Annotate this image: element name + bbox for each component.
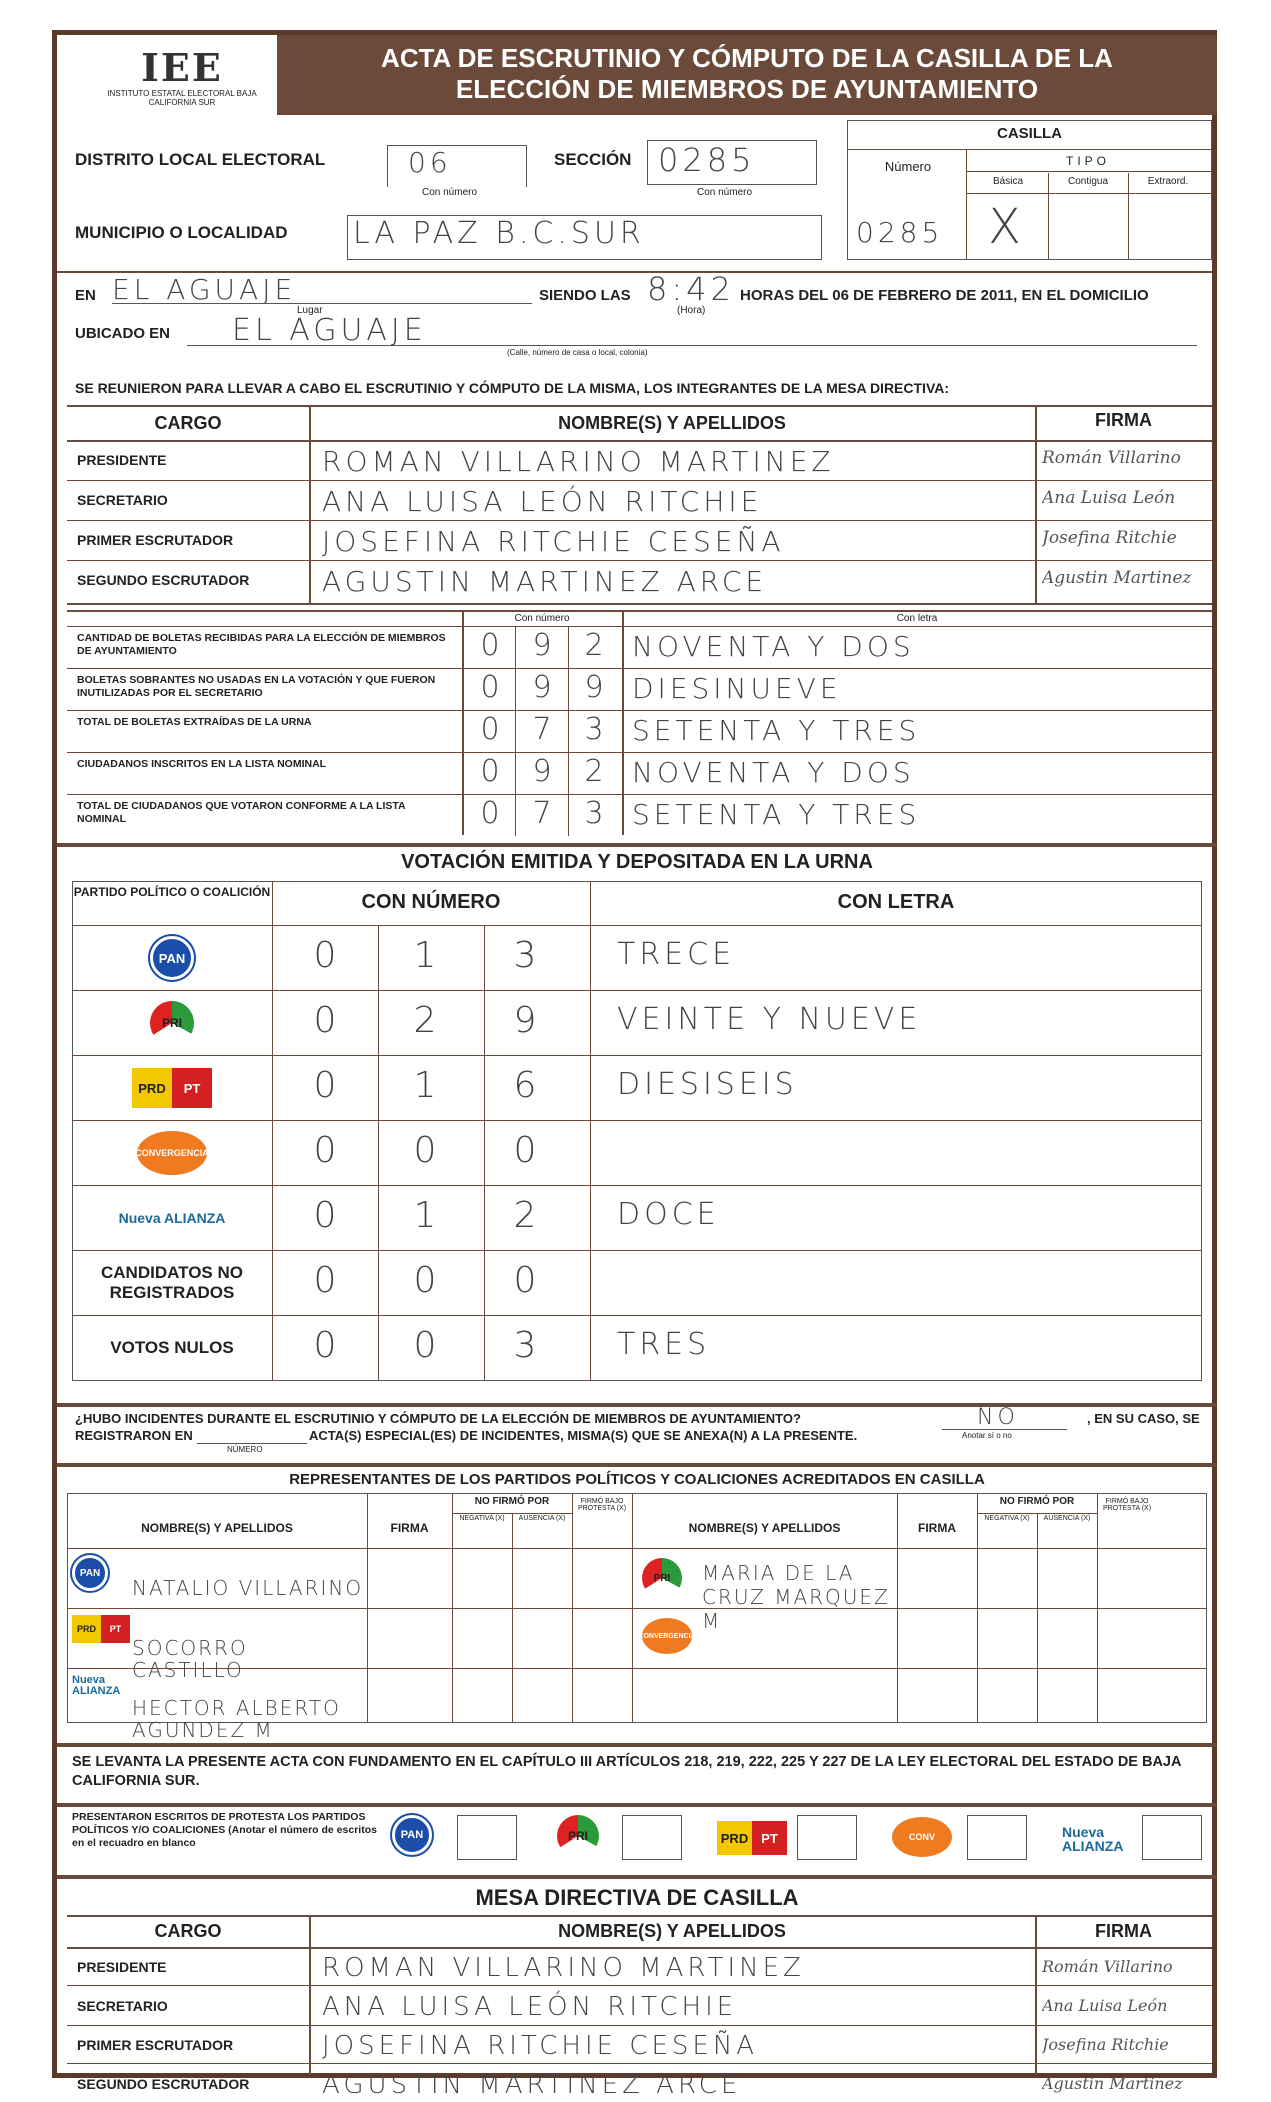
incidentes-section [57,1403,1217,1463]
boleta-digit[interactable]: 7 [532,796,556,831]
vot-letra[interactable]: VEINTE Y NUEVE [617,1002,922,1037]
prd-part: PRD [72,1615,101,1643]
vot-digit[interactable]: 0 [313,1325,341,1366]
boleta-digit[interactable]: 0 [480,754,504,789]
ubicado-value[interactable]: EL AGUAJE [232,313,427,348]
vot-letra[interactable]: DIESISEIS [617,1067,798,1102]
mesa-nombre[interactable]: JOSEFINA RITCHIE CESEÑA [322,525,785,558]
escritos-convergencia-logo: CONV [892,1817,952,1857]
vot-digit[interactable]: 1 [413,1195,441,1236]
boleta-digit[interactable]: 3 [584,796,608,831]
vot-row-line [72,1315,1202,1316]
rep-convergencia-logo: CONVERGENCIA [642,1618,692,1654]
basica-mark[interactable]: X [988,199,1025,255]
seccion-field[interactable]: 0285 [647,140,817,185]
vot-row-line [72,1185,1202,1186]
pri-logo: PRI [150,1001,194,1045]
distrito-sub: Con número [422,187,478,198]
ausencia-right: AUSENCIA (X) [1043,1515,1091,1522]
boleta-label: TOTAL DE BOLETAS EXTRAÍDAS DE LA URNA [77,716,312,728]
vot-row-label: VOTOS NULOS [110,1337,234,1357]
rep-pri-logo: PRI [642,1558,682,1598]
pt-part: PT [101,1615,130,1643]
prd-pt-logo [132,1068,212,1108]
boleta-digit[interactable]: 2 [584,628,608,663]
protesta-right: FIRMÓ BAJO PROTESTA (X) [1102,1498,1152,1512]
escritos-section [57,1803,1217,1873]
boleta-digit[interactable]: 9 [532,628,556,663]
escritos-prdpt-box[interactable] [797,1815,857,1860]
digit-divider [568,752,569,794]
vot-digit[interactable]: 2 [513,1195,541,1236]
distrito-field[interactable]: 06 [387,145,527,187]
vot-digit[interactable]: 0 [313,935,341,976]
page-title: ACTA DE ESCRUTINIO Y CÓMPUTO DE LA CASILLA DE LA ELECCIÓN DE MIEMBROS DE AYUNTAMIENTO [277,35,1217,115]
rep-left-nombre[interactable]: NATALIO VILLARINO [132,1576,364,1600]
vot-digit[interactable]: 3 [513,935,541,976]
acta-form [52,30,1217,2100]
iee-logo [97,45,267,125]
casilla-box [847,120,1212,260]
boleta-letra[interactable]: NOVENTA Y DOS [632,756,915,789]
mesa-cargo: SECRETARIO [77,492,168,508]
digit-divider [568,794,569,836]
hora-value[interactable]: 8:42 [647,270,735,308]
en-value[interactable]: EL AGUAJE [112,273,297,306]
boleta-label: BOLETAS SOBRANTES NO USADAS EN LA VOTACIÓN Y QUE FUERON INUTILIZADAS POR EL SECRETARIO [77,674,436,699]
vot-row-line [72,1055,1202,1056]
vot-digit[interactable]: 3 [513,1325,541,1366]
rep-left-logo-cell [72,1675,132,1697]
mesa2-cargo: PRIMER ESCRUTADOR [77,2037,234,2053]
vot-digit-divider [378,1055,379,1120]
fundamento-section [57,1743,1217,1803]
vot-party-cell [72,929,272,987]
vot-digit[interactable]: 1 [413,935,441,976]
mesa-nombre[interactable]: ANA LUISA LEÓN RITCHIE [322,485,763,518]
vot-row-line [72,990,1202,991]
con-numero-header: CON NÚMERO [361,891,501,913]
vot-digit[interactable]: 9 [513,1000,541,1041]
pt-logo-part: PT [172,1068,212,1108]
vot-digit[interactable]: 0 [313,1130,341,1171]
digit-divider [568,710,569,752]
mesa-nombre[interactable]: AGUSTIN MARTINEZ ARCE [322,565,768,598]
no-firmo-left: NO FIRMÓ POR [474,1496,550,1507]
boleta-label: CANTIDAD DE BOLETAS RECIBIDAS PARA LA ELECCIÓN DE MIEMBROS DE AYUNTAMIENTO [77,632,446,657]
negativa-right: NEGATIVA (X) [984,1515,1030,1522]
vot-digit-divider [484,1185,485,1250]
seccion-label: SECCIÓN [554,150,632,169]
fecha-text: HORAS DEL 06 DE FEBRERO DE 2011, EN EL DOMICILIO [740,287,1149,304]
con-letra-header: CON LETRA [837,891,955,913]
numero-label: Número [884,159,932,174]
digit-divider [568,668,569,710]
boleta-row-line [67,626,1212,627]
digit-divider [515,794,516,836]
digit-divider [568,626,569,668]
vot-digit[interactable]: 0 [513,1130,541,1171]
vot-party-cell [72,994,272,1052]
mesa2-firma[interactable]: Román Villarino [1042,1957,1173,1976]
incidentes-question: ¿HUBO INCIDENTES DURANTE EL ESCRUTINIO Y CÓMPUTO DE LA ELECCIÓN DE MIEMBROS DE AYUNTAMIENTO? [75,1411,801,1426]
rep-pan-logo: PAN [72,1555,108,1591]
vot-digit[interactable]: 0 [313,1065,341,1106]
vot-party-cell [72,1319,272,1377]
mesa2-nombre[interactable]: ROMAN VILLARINO MARTINEZ [322,1953,805,1983]
vot-digit-divider [378,990,379,1055]
rep-firma-header-left: FIRMA [390,1521,429,1535]
rep-prdpt-logo [72,1615,130,1643]
boleta-digit[interactable]: 0 [480,628,504,663]
rep-na-logo: Nueva ALIANZA [72,1674,121,1697]
vot-digit-divider [484,1315,485,1380]
mesa2-nombre-header: NOMBRE(S) Y APELLIDOS [558,1921,786,1941]
vot-row-line [72,1250,1202,1251]
vot-row-label: CANDIDATOS NO REGISTRADOS [101,1262,243,1302]
vot-digit-divider [484,1120,485,1185]
distrito-label: DISTRITO LOCAL ELECTORAL [75,150,326,169]
convergencia-logo: CONVERGENCIA [137,1131,207,1175]
mesa-nombre[interactable]: ROMAN VILLARINO MARTINEZ [322,445,835,478]
escritos-na-box[interactable] [1142,1815,1202,1860]
contigua-label: Contigua [1067,176,1109,187]
vot-party-cell [72,1059,272,1117]
escritos-text: PRESENTARON ESCRITOS DE PROTESTA LOS PARTIDOS POLÍTICOS Y/O COALICIONES (Anotar el número de escritos en el recuadro en blanco [72,1811,377,1850]
siendo-label: SIENDO LAS [539,287,631,304]
rep-left-logo-cell [72,1555,132,1591]
vot-digit-divider [484,1250,485,1315]
vot-digit-divider [484,990,485,1055]
en-label: EN [75,287,96,304]
vot-letra[interactable]: DOCE [617,1197,720,1232]
vot-letra[interactable]: TRES [617,1327,711,1362]
vot-digit-divider [378,1315,379,1380]
mesa-firma[interactable]: Agustin Martinez [1042,568,1192,588]
boletas-table [67,610,1212,840]
numero-sub: NÚMERO [227,1445,263,1454]
mesa2-firma[interactable]: Ana Luisa León [1042,1996,1168,2015]
vot-party-cell [72,1124,272,1182]
institute-name: INSTITUTO ESTATAL ELECTORAL BAJA CALIFORNIA SUR [107,89,257,107]
vot-digit-divider [378,1120,379,1185]
representantes-section [57,1463,1217,1743]
mesa-firma[interactable]: Ana Luisa León [1042,488,1176,508]
vot-digit[interactable]: 1 [413,1065,441,1106]
vot-party-cell [72,1254,272,1312]
digit-divider [515,668,516,710]
rep-firma-header-right: FIRMA [918,1521,956,1535]
vot-digit-divider [484,1055,485,1120]
incidentes-answer[interactable]: NO [977,1405,1019,1430]
mesa2-cargo-header: CARGO [154,1921,222,1941]
con-numero-label: Con número [514,613,570,624]
mesa2-nombre[interactable]: ANA LUISA LEÓN RITCHIE [322,1992,738,2022]
incidentes-resto: , EN SU CASO, SE [1087,1411,1200,1426]
rep-right-logo-cell [642,1558,702,1598]
mesa-cargo: PRIMER ESCRUTADOR [77,532,234,548]
municipio-label: MUNICIPIO O LOCALIDAD [75,223,288,242]
mesa-firma[interactable]: Román Villarino [1042,448,1181,468]
escritos-na-logo: Nueva ALIANZA [1062,1824,1124,1854]
nueva-alianza-logo: Nueva ALIANZA [118,1210,226,1226]
rep-right-nombre[interactable]: MARIA DE LA CRUZ MARQUEZ M [702,1561,890,1633]
vot-digit-divider [378,1250,379,1315]
ubicado-sub: (Calle, número de casa o local, colonia) [507,348,648,357]
incidentes-line2b: ACTA(S) ESPECIAL(ES) DE INCIDENTES, MISMA(S) QUE SE ANEXA(N) A LA PRESENTE. [309,1428,858,1443]
votacion-section [57,843,1217,1398]
vot-digit[interactable]: 0 [313,1195,341,1236]
reunion-text: SE REUNIERON PARA LLEVAR A CABO EL ESCRUTINIO Y CÓMPUTO DE LA MISMA, LOS INTEGRANTES DE LA MESA DIRECTIVA: [75,380,950,396]
casilla-numero[interactable]: 0285 [856,216,944,249]
anotar-sub: Anotar sí o no [962,1431,1012,1440]
rep-nombre-header-right: NOMBRE(S) Y APELLIDOS [688,1521,841,1535]
negativa-left: NEGATIVA (X) [459,1515,505,1522]
mesa2-section [57,1875,1217,2100]
firma-header: FIRMA [1095,410,1152,430]
boleta-digit[interactable]: 0 [480,796,504,831]
lugar-sub: Lugar [297,305,323,316]
vot-digit-divider [484,925,485,990]
vot-row-line [72,1120,1202,1121]
hora-sub: (Hora) [677,305,706,316]
vot-digit[interactable]: 0 [413,1325,441,1366]
casilla-title: CASILLA [997,125,1062,142]
boleta-digit[interactable]: 7 [532,712,556,747]
vot-digit[interactable]: 0 [513,1260,541,1301]
mesa2-firma[interactable]: Agustin Martinez [1042,2074,1183,2093]
boleta-digit[interactable]: 9 [532,670,556,705]
mesa2-cargo: SECRETARIO [77,1998,168,2014]
mesa2-firma-header: FIRMA [1095,1921,1152,1941]
escritos-pan-logo: PAN [392,1815,432,1855]
digit-divider [515,710,516,752]
ubicado-label: UBICADO EN [75,325,171,342]
votacion-title: VOTACIÓN EMITIDA Y DEPOSITADA EN LA URNA [401,851,873,873]
basica-label: Básica [992,176,1023,187]
boleta-letra[interactable]: SETENTA Y TRES [632,798,921,831]
rep-left-nombre[interactable]: SOCORRO CASTILLO [132,1636,248,1682]
tipo-label: TIPO [1065,154,1110,168]
boleta-letra[interactable]: SETENTA Y TRES [632,714,921,747]
escritos-pan-box[interactable] [457,1815,517,1860]
vot-party-cell [72,1189,272,1247]
mesa2-nombre[interactable]: JOSEFINA RITCHIE CESEÑA [322,2031,759,2061]
mesa2-title: MESA DIRECTIVA DE CASILLA [475,1885,799,1910]
boleta-row-line [67,794,1212,795]
seccion-sub: Con número [697,187,753,198]
vot-digit-divider [378,1185,379,1250]
rep-left-logo-cell [72,1615,132,1643]
boleta-digit[interactable]: 9 [532,754,556,789]
vot-digit-divider [378,925,379,990]
mesa-table [67,405,1212,605]
boleta-letra[interactable]: DIESINUEVE [632,672,842,705]
boleta-digit[interactable]: 0 [480,712,504,747]
no-firmo-right: NO FIRMÓ POR [999,1496,1075,1507]
boleta-row-line [67,710,1212,711]
rep-right-logo-cell [638,1618,702,1654]
boleta-row-line [67,668,1212,669]
escritos-convergencia-box[interactable] [967,1815,1027,1860]
boleta-letra[interactable]: NOVENTA Y DOS [632,630,915,663]
boleta-label: CIUDADANOS INSCRITOS EN LA LISTA NOMINAL [77,758,327,770]
representantes-title: REPRESENTANTES DE LOS PARTIDOS POLÍTICOS Y COALICIONES ACREDITADOS EN CASILLA [289,1471,985,1488]
vot-digit[interactable]: 6 [513,1065,541,1106]
digit-divider [515,626,516,668]
rep-nombre-header-left: NOMBRE(S) Y APELLIDOS [141,1521,293,1535]
boleta-digit[interactable]: 2 [584,754,608,789]
nombre-header: NOMBRE(S) Y APELLIDOS [558,413,786,433]
mesa2-nombre[interactable]: AGUSTIN MARTINEZ ARCE [322,2070,742,2100]
vot-letra[interactable]: TRECE [617,937,736,972]
escritos-pri-box[interactable] [622,1815,682,1860]
vot-digit[interactable]: 0 [413,1260,441,1301]
vot-digit[interactable]: 2 [413,1000,441,1041]
extraord-label: Extraord. [1147,176,1189,187]
boleta-digit[interactable]: 3 [584,712,608,747]
mesa-firma[interactable]: Josefina Ritchie [1042,528,1177,548]
vot-row-line [72,925,1202,926]
boleta-label: TOTAL DE CIUDADANOS QUE VOTARON CONFORME A LA LISTA NOMINAL [77,800,406,825]
protesta-left: FIRMÓ BAJO PROTESTA (X) [577,1498,627,1512]
mesa2-cargo: PRESIDENTE [77,1959,167,1975]
ausencia-left: AUSENCIA (X) [518,1515,566,1522]
prd-logo-part: PRD [132,1068,172,1108]
municipio-field[interactable]: LA PAZ B.C.SUR [347,215,822,260]
logo-text: IEE [141,45,223,90]
rep-left-nombre[interactable]: HECTOR ALBERTO AGUNDEZ M [132,1696,341,1742]
con-letra-label: Con letra [896,613,938,624]
escritos-pri-logo: PRI [557,1815,599,1857]
escritos-prdpt-logo: PRD PT [717,1821,787,1855]
mesa-cargo: SEGUNDO ESCRUTADOR [77,572,250,588]
mesa-cargo: PRESIDENTE [77,452,167,468]
fundamento-text: SE LEVANTA LA PRESENTE ACTA CON FUNDAMENTO EN EL CAPÍTULO III ARTÍCULOS 218, 219, 222, 225 Y 227 DE LA LEY ELECTORAL DEL ESTADO DE BAJA CALIFORNIA SUR. [72,1754,1181,1789]
digit-divider [515,752,516,794]
partido-header: PARTIDO POLÍTICO O COALICIÓN [73,885,271,899]
incidentes-line2: REGISTRARON EN [75,1428,193,1443]
cargo-header: CARGO [154,413,222,433]
boleta-row-line [67,752,1212,753]
vot-digit[interactable]: 0 [313,1260,341,1301]
mesa2-firma[interactable]: Josefina Ritchie [1042,2035,1169,2054]
vot-digit[interactable]: 0 [313,1000,341,1041]
boleta-digit[interactable]: 0 [480,670,504,705]
mesa2-cargo: SEGUNDO ESCRUTADOR [77,2076,250,2092]
boleta-digit[interactable]: 9 [584,670,608,705]
vot-digit[interactable]: 0 [413,1130,441,1171]
pan-logo: PAN [150,936,194,980]
